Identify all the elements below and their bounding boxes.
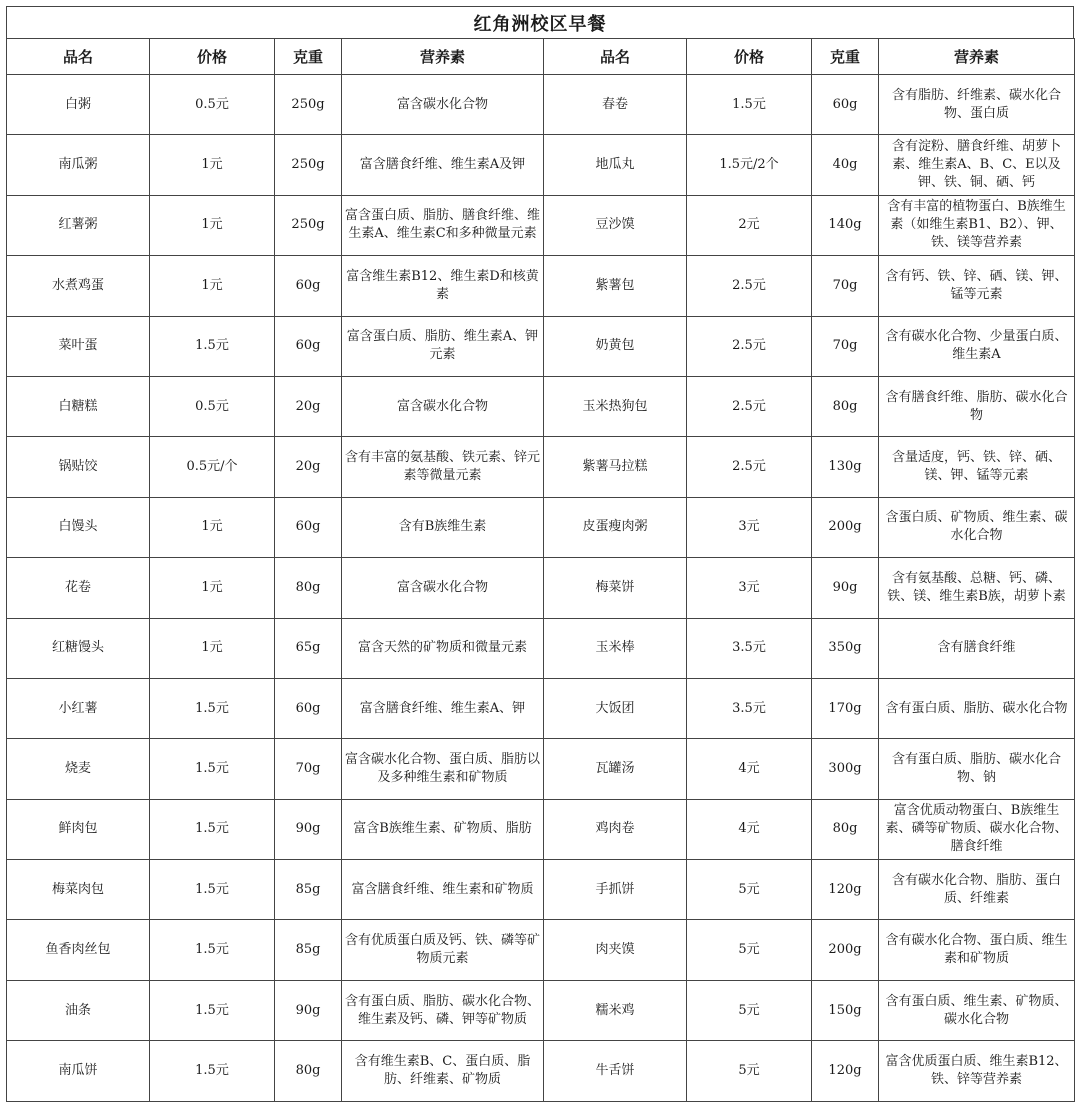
item-weight: 20g bbox=[275, 437, 342, 497]
item-price: 2.5元 bbox=[687, 316, 812, 376]
item-name: 玉米棒 bbox=[544, 618, 687, 678]
item-price: 4元 bbox=[687, 739, 812, 799]
item-name: 鱼香肉丝包 bbox=[7, 920, 150, 980]
table-row bbox=[7, 1041, 1075, 1101]
col-header-price-left: 价格 bbox=[150, 39, 275, 75]
item-nutrients: 含有蛋白质、脂肪、碳水化合物 bbox=[879, 678, 1075, 738]
item-name: 奶黄包 bbox=[544, 316, 687, 376]
item-weight: 90g bbox=[275, 799, 342, 859]
item-price: 1.5元 bbox=[150, 860, 275, 920]
table-row bbox=[7, 618, 1075, 678]
item-name: 锅贴饺 bbox=[7, 437, 150, 497]
item-weight: 120g bbox=[812, 1041, 879, 1101]
item-name: 紫薯包 bbox=[544, 256, 687, 316]
item-price: 1.5元 bbox=[150, 920, 275, 980]
table-row bbox=[7, 256, 1075, 316]
item-price: 1.5元 bbox=[150, 1041, 275, 1101]
item-price: 3.5元 bbox=[687, 618, 812, 678]
item-price: 1.5元 bbox=[150, 980, 275, 1040]
table-row bbox=[7, 678, 1075, 738]
item-weight: 80g bbox=[275, 1041, 342, 1101]
breakfast-table bbox=[6, 38, 1075, 1102]
item-nutrients: 含有碳水化合物、蛋白质、维生素和矿物质 bbox=[879, 920, 1075, 980]
item-weight: 70g bbox=[812, 316, 879, 376]
item-weight: 170g bbox=[812, 678, 879, 738]
item-name: 豆沙馍 bbox=[544, 195, 687, 255]
table-row bbox=[7, 860, 1075, 920]
item-price: 0.5元 bbox=[150, 75, 275, 135]
item-price: 2.5元 bbox=[687, 376, 812, 436]
item-weight: 120g bbox=[812, 860, 879, 920]
item-price: 4元 bbox=[687, 799, 812, 859]
item-price: 1元 bbox=[150, 618, 275, 678]
item-nutrients: 富含蛋白质、脂肪、维生素A、钾元素 bbox=[342, 316, 544, 376]
item-name: 瓦罐汤 bbox=[544, 739, 687, 799]
item-name: 红薯粥 bbox=[7, 195, 150, 255]
item-weight: 85g bbox=[275, 860, 342, 920]
item-nutrients: 含有蛋白质、维生素、矿物质、碳水化合物 bbox=[879, 980, 1075, 1040]
col-header-price-right: 价格 bbox=[687, 39, 812, 75]
col-header-weight-left: 克重 bbox=[275, 39, 342, 75]
table-row bbox=[7, 980, 1075, 1040]
item-nutrients: 富含B族维生素、矿物质、脂肪 bbox=[342, 799, 544, 859]
item-weight: 150g bbox=[812, 980, 879, 1040]
item-weight: 80g bbox=[812, 376, 879, 436]
item-nutrients: 富含优质动物蛋白、B族维生素、磷等矿物质、碳水化合物、膳食纤维 bbox=[879, 799, 1075, 859]
item-price: 1元 bbox=[150, 135, 275, 195]
item-nutrients: 富含膳食纤维、维生素和矿物质 bbox=[342, 860, 544, 920]
item-nutrients: 含有B族维生素 bbox=[342, 497, 544, 557]
item-nutrients: 含有氨基酸、总糖、钙、磷、铁、镁、维生素B族，胡萝卜素 bbox=[879, 558, 1075, 618]
item-weight: 250g bbox=[275, 135, 342, 195]
item-name: 梅菜饼 bbox=[544, 558, 687, 618]
item-price: 5元 bbox=[687, 860, 812, 920]
item-nutrients: 含有膳食纤维、脂肪、碳水化合物 bbox=[879, 376, 1075, 436]
table-row bbox=[7, 437, 1075, 497]
item-price: 2.5元 bbox=[687, 256, 812, 316]
table-row bbox=[7, 739, 1075, 799]
item-name: 糯米鸡 bbox=[544, 980, 687, 1040]
item-nutrients: 含量适度，钙、铁、锌、硒、镁、钾、锰等元素 bbox=[879, 437, 1075, 497]
item-name: 鲜肉包 bbox=[7, 799, 150, 859]
item-nutrients: 含有碳水化合物、少量蛋白质、维生素A bbox=[879, 316, 1075, 376]
item-nutrients: 富含蛋白质、脂肪、膳食纤维、维生素A、维生素C和多种微量元素 bbox=[342, 195, 544, 255]
item-name: 水煮鸡蛋 bbox=[7, 256, 150, 316]
item-weight: 60g bbox=[275, 497, 342, 557]
item-weight: 65g bbox=[275, 618, 342, 678]
table-row bbox=[7, 75, 1075, 135]
item-nutrients: 富含碳水化合物、蛋白质、脂肪以及多种维生素和矿物质 bbox=[342, 739, 544, 799]
item-price: 0.5元 bbox=[150, 376, 275, 436]
item-nutrients: 富含碳水化合物 bbox=[342, 75, 544, 135]
item-name: 梅菜肉包 bbox=[7, 860, 150, 920]
item-weight: 90g bbox=[275, 980, 342, 1040]
item-name: 玉米热狗包 bbox=[544, 376, 687, 436]
item-nutrients: 富含膳食纤维、维生素A、钾 bbox=[342, 678, 544, 738]
col-header-nutrients-left: 营养素 bbox=[342, 39, 544, 75]
item-nutrients: 富含维生素B12、维生素D和核黄素 bbox=[342, 256, 544, 316]
item-price: 1.5元 bbox=[150, 739, 275, 799]
table-body bbox=[7, 75, 1075, 1102]
item-name: 皮蛋瘦肉粥 bbox=[544, 497, 687, 557]
table-row bbox=[7, 920, 1075, 980]
item-price: 3元 bbox=[687, 497, 812, 557]
item-name: 油条 bbox=[7, 980, 150, 1040]
item-nutrients: 富含碳水化合物 bbox=[342, 376, 544, 436]
item-nutrients: 含有蛋白质、脂肪、碳水化合物、钠 bbox=[879, 739, 1075, 799]
item-price: 1.5元/2个 bbox=[687, 135, 812, 195]
item-name: 花卷 bbox=[7, 558, 150, 618]
item-nutrients: 含有钙、铁、锌、硒、镁、钾、锰等元素 bbox=[879, 256, 1075, 316]
col-header-weight-right: 克重 bbox=[812, 39, 879, 75]
item-weight: 300g bbox=[812, 739, 879, 799]
item-weight: 200g bbox=[812, 920, 879, 980]
item-nutrients: 含有维生素B、C、蛋白质、脂肪、纤维素、矿物质 bbox=[342, 1041, 544, 1101]
item-nutrients: 富含优质蛋白质、维生素B12、铁、锌等营养素 bbox=[879, 1041, 1075, 1101]
item-weight: 200g bbox=[812, 497, 879, 557]
item-name: 白粥 bbox=[7, 75, 150, 135]
col-header-name-left: 品名 bbox=[7, 39, 150, 75]
item-price: 1元 bbox=[150, 497, 275, 557]
item-nutrients: 含有脂肪、纤维素、碳水化合物、蛋白质 bbox=[879, 75, 1075, 135]
item-price: 1.5元 bbox=[150, 799, 275, 859]
table-row bbox=[7, 799, 1075, 859]
item-nutrients: 含有淀粉、膳食纤维、胡萝卜素、维生素A、B、C、E以及钾、铁、铜、硒、钙 bbox=[879, 135, 1075, 195]
item-weight: 140g bbox=[812, 195, 879, 255]
item-nutrients: 含有蛋白质、脂肪、碳水化合物、维生素及钙、磷、钾等矿物质 bbox=[342, 980, 544, 1040]
table-title: 红角洲校区早餐 bbox=[6, 6, 1074, 38]
item-name: 紫薯马拉糕 bbox=[544, 437, 687, 497]
item-nutrients: 富含膳食纤维、维生素A及钾 bbox=[342, 135, 544, 195]
item-weight: 90g bbox=[812, 558, 879, 618]
table-row bbox=[7, 195, 1075, 255]
item-nutrients: 含有丰富的植物蛋白、B族维生素（如维生素B1、B2）、钾、铁、镁等营养素 bbox=[879, 195, 1075, 255]
item-name: 春卷 bbox=[544, 75, 687, 135]
table-row bbox=[7, 497, 1075, 557]
table-row bbox=[7, 316, 1075, 376]
item-weight: 60g bbox=[275, 316, 342, 376]
item-price: 1元 bbox=[150, 195, 275, 255]
item-weight: 60g bbox=[275, 256, 342, 316]
item-weight: 70g bbox=[812, 256, 879, 316]
item-nutrients: 含有丰富的氨基酸、铁元素、锌元素等微量元素 bbox=[342, 437, 544, 497]
col-header-nutrients-right: 营养素 bbox=[879, 39, 1075, 75]
item-price: 1元 bbox=[150, 256, 275, 316]
table-row bbox=[7, 135, 1075, 195]
item-name: 大饭团 bbox=[544, 678, 687, 738]
item-price: 3元 bbox=[687, 558, 812, 618]
item-weight: 80g bbox=[812, 799, 879, 859]
item-price: 1元 bbox=[150, 558, 275, 618]
item-nutrients: 富含天然的矿物质和微量元素 bbox=[342, 618, 544, 678]
item-nutrients: 含有膳食纤维 bbox=[879, 618, 1075, 678]
item-weight: 85g bbox=[275, 920, 342, 980]
item-name: 南瓜粥 bbox=[7, 135, 150, 195]
item-price: 5元 bbox=[687, 980, 812, 1040]
col-header-name-right: 品名 bbox=[544, 39, 687, 75]
item-nutrients: 富含碳水化合物 bbox=[342, 558, 544, 618]
item-price: 1.5元 bbox=[687, 75, 812, 135]
item-name: 南瓜饼 bbox=[7, 1041, 150, 1101]
item-weight: 70g bbox=[275, 739, 342, 799]
item-name: 地瓜丸 bbox=[544, 135, 687, 195]
item-price: 2.5元 bbox=[687, 437, 812, 497]
item-price: 1.5元 bbox=[150, 678, 275, 738]
item-price: 0.5元/个 bbox=[150, 437, 275, 497]
item-price: 2元 bbox=[687, 195, 812, 255]
item-weight: 130g bbox=[812, 437, 879, 497]
item-name: 白馒头 bbox=[7, 497, 150, 557]
item-nutrients: 含有碳水化合物、脂肪、蛋白质、纤维素 bbox=[879, 860, 1075, 920]
item-weight: 40g bbox=[812, 135, 879, 195]
table-row bbox=[7, 558, 1075, 618]
item-name: 红糖馒头 bbox=[7, 618, 150, 678]
item-name: 烧麦 bbox=[7, 739, 150, 799]
item-weight: 250g bbox=[275, 195, 342, 255]
item-price: 3.5元 bbox=[687, 678, 812, 738]
item-price: 1.5元 bbox=[150, 316, 275, 376]
item-nutrients: 含有优质蛋白质及钙、铁、磷等矿物质元素 bbox=[342, 920, 544, 980]
header-row bbox=[7, 39, 1075, 75]
item-weight: 60g bbox=[812, 75, 879, 135]
item-name: 小红薯 bbox=[7, 678, 150, 738]
item-nutrients: 含蛋白质、矿物质、维生素、碳水化合物 bbox=[879, 497, 1075, 557]
item-price: 5元 bbox=[687, 920, 812, 980]
item-weight: 350g bbox=[812, 618, 879, 678]
item-name: 白糖糕 bbox=[7, 376, 150, 436]
item-weight: 80g bbox=[275, 558, 342, 618]
item-name: 牛舌饼 bbox=[544, 1041, 687, 1101]
table-row bbox=[7, 376, 1075, 436]
item-name: 菜叶蛋 bbox=[7, 316, 150, 376]
item-weight: 60g bbox=[275, 678, 342, 738]
item-weight: 20g bbox=[275, 376, 342, 436]
item-price: 5元 bbox=[687, 1041, 812, 1101]
item-name: 手抓饼 bbox=[544, 860, 687, 920]
item-name: 肉夹馍 bbox=[544, 920, 687, 980]
item-name: 鸡肉卷 bbox=[544, 799, 687, 859]
item-weight: 250g bbox=[275, 75, 342, 135]
